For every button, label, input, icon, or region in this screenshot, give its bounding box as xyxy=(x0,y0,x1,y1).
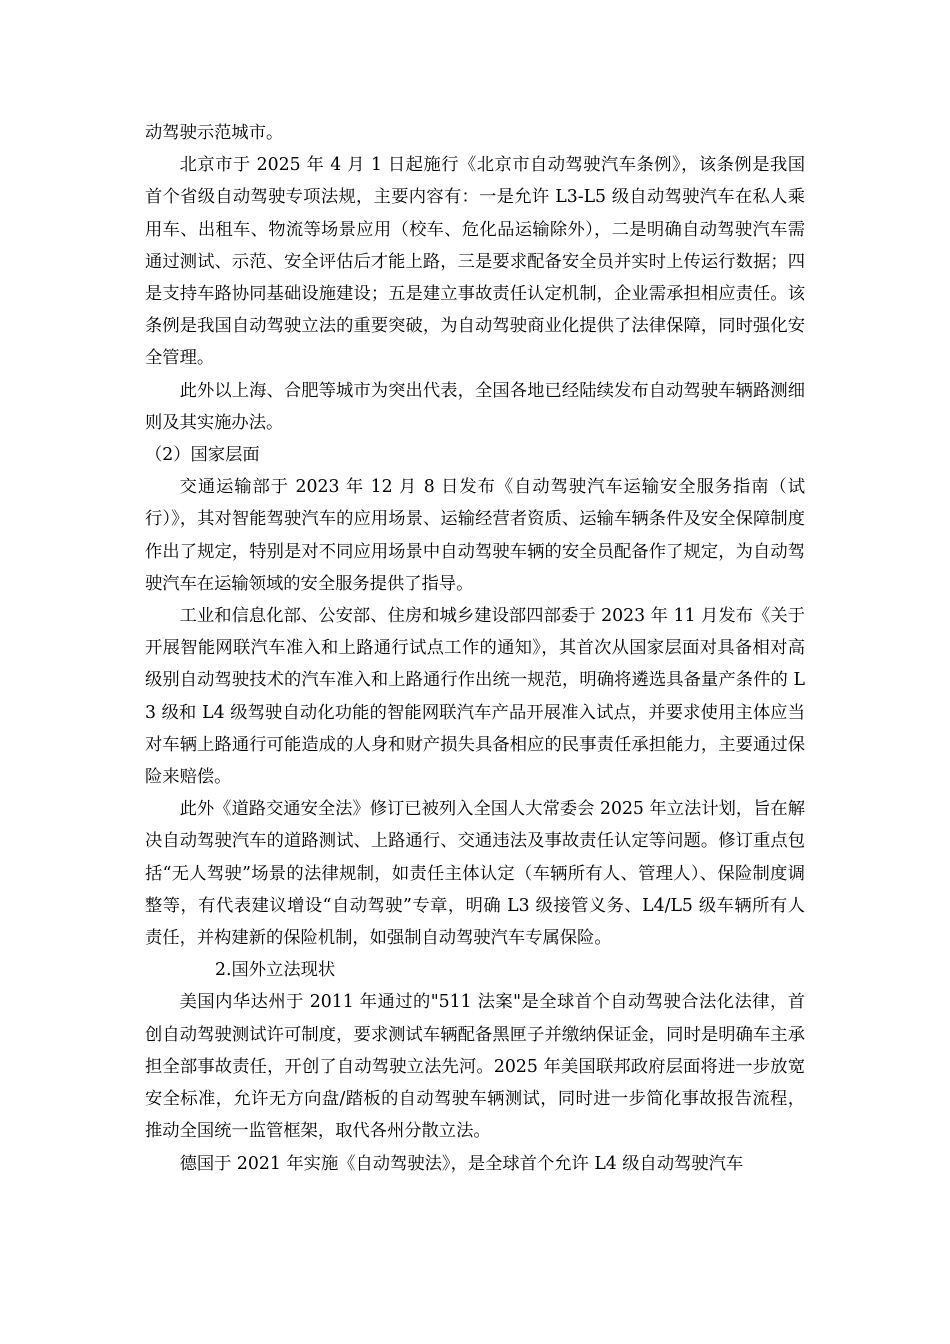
subheading-national-level: （2）国家层面 xyxy=(145,445,260,466)
paragraph-usa-nevada: 美国内华达州于 2011 年通过的"511 法案"是全球首个自动驾驶合法化法律，首创自动驾驶测试许可制度，要求测试车辆配备黑匣子并缴纳保证金，同时是明确车主承担全部事故责任，开创了自动驾驶立法先河。2025 年美国联邦政府层面将进一步放宽安全标准，允许无方向盘/踏板的自动驾驶车辆测试，同时进一步简化事故报告流程，推动全国统一监管框架，取代各州分散立法。 xyxy=(145,992,805,1142)
paragraph-four-ministries: 工业和信息化部、公安部、住房和城乡建设部四部委于 2023 年 11 月发布《关于开展智能网联汽车准入和上路通行试点工作的通知》，其首次从国家层面对具备相对高级别自动驾驶技术的汽车准入和上路通行作出统一规范，明确将遴选具备量产条件的 L3 级和 L4 级驾驶自动化功能的智能网联汽车产品开展准入试点，并要求使用主体应当对车辆上路通行可能造成的人身和财产损失具备相应的民事责任承担能力，主要通过保险来赔偿。 xyxy=(145,606,805,788)
paragraph-beijing-regulation: 北京市于 2025 年 4 月 1 日起施行《北京市自动驾驶汽车条例》，该条例是我国首个省级自动驾驶专项法规，主要内容有：一是允许 L3-L5 级自动驾驶汽车在私人乘用车、出租车、物流等场景应用（校车、危化品运输除外），二是明确自动驾驶汽车需通过测试、示范、安全评估后才能上路，三是要求配备安全员并实时上传运行数据；四是支持车路协同基础设施建设；五是建立事故责任认定机制，企业需承担相应责任。该条例是我国自动驾驶立法的重要突破，为自动驾驶商业化提供了法律保障，同时强化安全管理。 xyxy=(145,155,805,369)
section-heading-foreign-legislation: 2.国外立法现状 xyxy=(215,960,336,981)
paragraph-continuation: 动驾驶示范城市。 xyxy=(145,123,284,143)
paragraph-transport-ministry: 交通运输部于 2023 年 12 月 8 日发布《自动驾驶汽车运输安全服务指南（试行）》，其对智能驾驶汽车的应用场景、运输经营者资质、运输车辆条件及安全保障制度作出了规定，特别是对不同应用场景中自动驾驶车辆的安全员配备作了规定，为自动驾驶汽车在运输领域的安全服务提供了指导。 xyxy=(145,477,805,594)
paragraph-road-traffic-law: 此外《道路交通安全法》修订已被列入全国人大常委会 2025 年立法计划，旨在解决自动驾驶汽车的道路测试、上路通行、交通违法及事故责任认定等问题。修订重点包括“无人驾驶”场景的法律规制，如责任主体认定（车辆所有人、管理人）、保险制度调整等，有代表建议增设“自动驾驶”专章，明确 L3 级接管义务、L4/L5 级车辆所有人责任，并构建新的保险机制，如强制自动驾驶汽车专属保险。 xyxy=(145,799,805,949)
document-page xyxy=(145,117,805,1180)
paragraph-germany: 德国于 2021 年实施《自动驾驶法》，是全球首个允许 L4 级自动驾驶汽车 xyxy=(179,1153,744,1174)
paragraph-local-rules: 此外以上海、合肥等城市为突出代表，全国各地已经陆续发布自动驾驶车辆路测细则及其实施办法。 xyxy=(145,380,805,433)
